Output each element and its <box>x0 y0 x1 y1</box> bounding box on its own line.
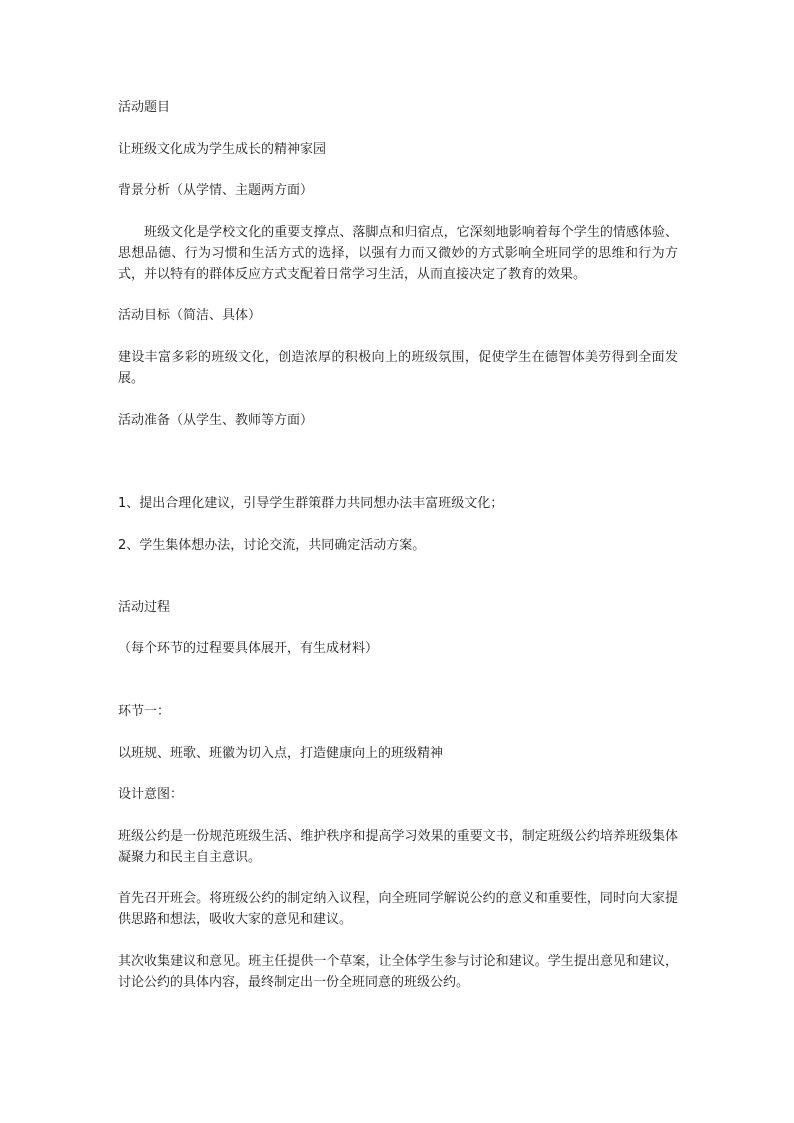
design-intent-label: 设计意图： <box>118 787 184 802</box>
goal-paragraph: 建设丰富多彩的班级文化，创造浓厚的积极向上的班级氛围，促使学生在德智体美劳得到全面发展。 <box>118 350 678 386</box>
heading-process: 活动过程 <box>118 600 171 615</box>
section-1-label: 环节一： <box>118 704 171 719</box>
background-paragraph: 班级文化是学校文化的重要支撑点、落脚点和归宿点，它深刻地影响着每个学生的情感体验、思想品德、行为习惯和生活方式的选择，以强有力而又微妙的方式影响全班同学的思维和行为方式，并以特有的群体反应方式支配着日常学习生活，从而直接决定了教育的效果。 <box>118 225 678 282</box>
paragraph-3: 其次收集建议和意见。班主任提供一个草案，让全体学生参与讨论和建议。学生提出意见和建议，讨论公约的具体内容，最终制定出一份全班同意的班级公约。 <box>118 954 678 990</box>
heading-activity-title: 活动题目 <box>118 100 171 115</box>
prep-item-2: 2、学生集体想办法，讨论交流，共同确定活动方案。 <box>118 538 426 553</box>
prep-item-1: 1、提出合理化建议，引导学生群策群力共同想办法丰富班级文化； <box>118 496 504 511</box>
activity-title: 让班级文化成为学生成长的精神家园 <box>118 142 327 157</box>
heading-goal: 活动目标（简洁、具体） <box>118 308 262 323</box>
section-1-title: 以班规、班歌、班徽为切入点，打造健康向上的班级精神 <box>118 746 444 761</box>
heading-preparation: 活动准备（从学生、教师等方面） <box>118 413 314 428</box>
paragraph-1: 班级公约是一份规范班级生活、维护秩序和提高学习效果的重要文书，制定班级公约培养班级集体凝聚力和民主自主意识。 <box>118 829 678 865</box>
process-note: （每个环节的过程要具体展开，有生成材料） <box>118 641 379 656</box>
paragraph-2: 首先召开班会。将班级公约的制定纳入议程，向全班同学解说公约的意义和重要性，同时向大家提供思路和想法，吸收大家的意见和建议。 <box>118 891 678 927</box>
heading-background: 背景分析（从学情、主题两方面） <box>118 183 314 198</box>
